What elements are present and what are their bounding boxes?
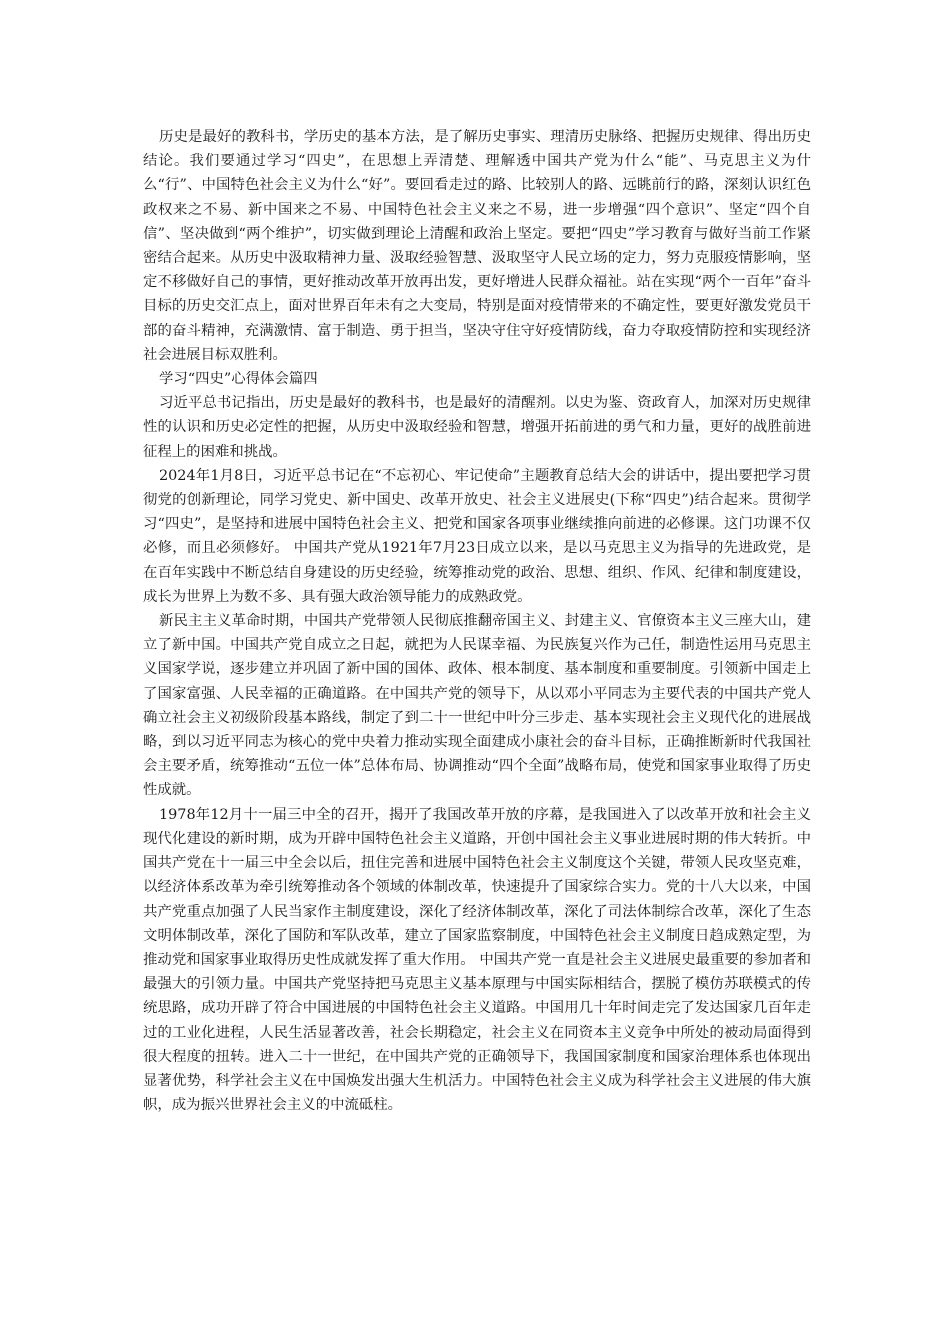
paragraph-xi-quote: 习近平总书记指出，历史是最好的教科书，也是最好的清醒剂。以史为鉴、资政育人，加深对历史规律性的认识和历史必定性的把握，从历史中汲取经验和智慧，增强开拓前进的勇气和力量，更好的战胜前进征程上的困难和挑战。 [143,395,811,460]
paragraph-new-democratic-revolution: 新民主主义革命时期，中国共产党带领人民彻底推翻帝国主义、封建主义、官僚资本主义三座大山，建立了新中国。中国共产党自成立之日起，就把为人民谋幸福、为民族复兴作为己任，制造性运用马克思主义国家学说，逐步建立并巩固了新中国的国体、政体、根本制度、基本制度和重要制度。引领新中国走上了国家富强、人民幸福的正确道路。在中国共产党的领导下，从以邓小平同志为主要代表的中国共产党人确立社会主义初级阶段基本路线，制定了到二十一世纪中叶分三步走、基本实现社会主义现代化的进展战略，到以习近平同志为核心的党中央着力推动实现全面建成小康社会的奋斗目标，正确推断新时代我国社会主要矛盾，统筹推动“五位一体”总体布局、协调推动“四个全面”战略布局，使党和国家事业取得了历史性成就。 [143,613,811,799]
paragraph-four-histories: 2024年1月8日，习近平总书记在“不忘初心、牢记使命”主题教育总结大会的讲话中，提出要把学习贯彻党的创新理论，同学习党史、新中国史、改革开放史、社会主义进展史(下称“四史”)结合起来。贯彻学习“四史”，是坚持和进展中国特色社会主义、把党和国家各项事业继续推向前进的必修课。这门功课不仅必修，而且必须修好。 中国共产党从1921年7月23日成立以来，是以马克思主义为指导的先进政党，是在百年实践中不断总结自身建设的历史经验，统筹推动党的政治、思想、组织、作风、纪律和制度建设，成长为世界上为数不多、具有强大政治领导能力的成熟政党。 [143,467,811,605]
paragraph-reform-opening: 1978年12月十一届三中全的召开，揭开了我国改革开放的序幕，是我国进入了以改革开放和社会主义现代化建设的新时期，成为开辟中国特色社会主义道路，开创中国社会主义事业进展时期的伟大转折。中国共产党在十一届三中全会以后，扭住完善和进展中国特色社会主义制度这个关键，带领人民攻坚克难，以经济体系改革为牵引统筹推动各个领域的体制改革，快速提升了国家综合实力。党的十八大以来，中国共产党重点加强了人民当家作主制度建设，深化了经济体制改革，深化了司法体制综合改革，深化了生态文明体制改革，深化了国防和军队改革，建立了国家监察制度，中国特色社会主义制度日趋成熟定型，为推动党和国家事业取得历史性成就发挥了重大作用。 中国共产党一直是社会主义进展史最重要的参加者和最强大的引领力量。中国共产党坚持把马克思主义基本原理与中国实际相结合，摆脱了模仿苏联模式的传统思路，成功开辟了符合中国进展的中国特色社会主义道路。中国用几十年时间走完了发达国家几百年走过的工业化进程，人民生活显著改善，社会长期稳定，社会主义在同资本主义竞争中所处的被动局面得到很大程度的扭转。进入二十一世纪，在中国共产党的正确领导下，我国国家制度和国家治理体系也体现出显著优势，科学社会主义在中国焕发出强大生机活力。中国特色社会主义成为科学社会主义进展的伟大旗帜，成为振兴世界社会主义的中流砥柱。 [143,806,811,1114]
section-heading-part-four: 学习“四史”心得体会篇四 [159,371,318,388]
paragraph-history-textbook: 历史是最好的教科书，学历史的基本方法，是了解历史事实、理清历史脉络、把握历史规律、得出历史结论。我们要通过学习“四史”，在思想上弄清楚、理解透中国共产党为什么“能”、马克思主义为什么“行”、中国特色社会主义为什么“好”。要回看走过的路、比较别人的路、远眺前行的路，深刻认识红色政权来之不易、新中国来之不易、中国特色社会主义来之不易，进一步增强“四个意识”、坚定“四个自信”、坚决做到“两个维护”，切实做到理论上清醒和政治上坚定。要把“四史”学习教育与做好当前工作紧密结合起来。从历史中汲取精神力量、汲取经验智慧、汲取坚守人民立场的定力，努力克服疫情影响，坚定不移做好自己的事情，更好推动改革开放再出发，更好增进人民群众福祉。站在实现“两个一百年”奋斗目标的历史交汇点上，面对世界百年未有之大变局，特别是面对疫情带来的不确定性，要更好激发党员干部的奋斗精神，充满激情、富于制造、勇于担当，坚决守住守好疫情防线，奋力夺取疫情防控和实现经济社会进展目标双胜利。 [143,129,811,363]
document-body [143,125,811,1117]
